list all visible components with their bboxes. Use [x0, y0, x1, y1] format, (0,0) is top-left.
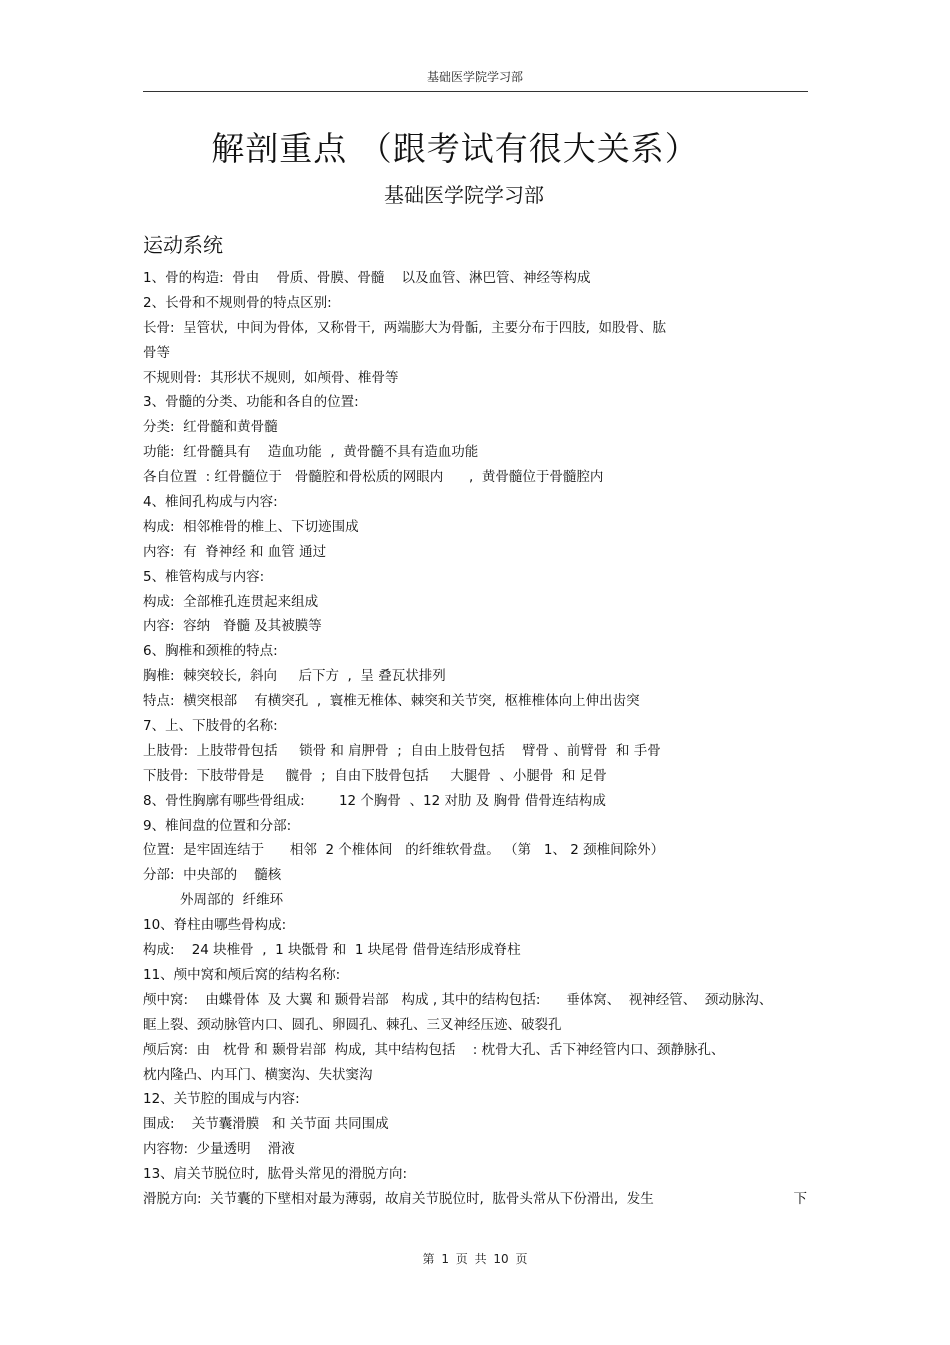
body-text	[143, 266, 813, 1212]
text-line-content: 7、上、下肢骨的名称:	[143, 718, 278, 735]
text-line-content: 分类: 红骨髓和黄骨髓	[143, 419, 278, 436]
text-line-tail: 下	[793, 1190, 807, 1207]
text-line	[143, 614, 813, 639]
text-line-content: 3、骨髓的分类、功能和各自的位置:	[143, 394, 359, 411]
text-line-content: 构成: 相邻椎骨的椎上、下切迹围成	[143, 518, 359, 535]
text-line	[143, 266, 813, 291]
text-line-content: 6、胸椎和颈椎的特点:	[143, 643, 278, 660]
text-line	[143, 291, 813, 316]
text-line	[143, 714, 813, 739]
text-line	[143, 1038, 813, 1063]
text-line	[143, 1063, 813, 1088]
text-line	[143, 639, 813, 664]
text-line-content: 12、关节腔的围成与内容:	[143, 1091, 300, 1108]
text-line-content: 外周部的 纤维环	[180, 892, 284, 909]
text-line	[143, 739, 813, 764]
text-line-content: 枕内隆凸、内耳门、横窦沟、失状窦沟	[143, 1066, 373, 1083]
text-line-content: 内容: 容纳 脊髓 及其被膜等	[143, 618, 322, 635]
text-line-content: 不规则骨: 其形状不规则, 如颅骨、椎骨等	[143, 369, 399, 386]
text-line-content: 2、长骨和不规则骨的特点区别:	[143, 294, 332, 311]
text-line	[143, 814, 813, 839]
text-line	[143, 789, 813, 814]
text-line	[143, 938, 813, 963]
text-line	[143, 764, 813, 789]
text-line-content: 颅中窝: 由蝶骨体 及 大翼 和 颞骨岩部 构成 , 其中的结构包括: 垂体窝、 视神经管、 颈动脉沟、	[143, 991, 773, 1008]
text-line	[143, 540, 813, 565]
text-line-content: 滑脱方向: 关节囊的下壁相对最为薄弱, 故肩关节脱位时, 肱骨头常从下份滑出, 发生	[143, 1190, 654, 1207]
text-line-content: 骨等	[143, 344, 170, 361]
document-title: 解剖重点 （跟考试有很大关系）	[211, 129, 699, 168]
text-line-content: 1、骨的构造: 骨由 骨质、骨膜、骨髓 以及血管、淋巴管、神经等构成	[143, 270, 591, 286]
text-line	[143, 515, 813, 540]
text-line-content: 胸椎: 棘突较长, 斜向 后下方 , 呈 叠瓦状排列	[143, 668, 446, 685]
text-line	[143, 913, 813, 938]
text-line	[143, 689, 813, 714]
text-line-content: 颅后窝: 由 枕骨 和 颞骨岩部 构成, 其中结构包括 : 枕骨大孔、舌下神经管内口、颈静脉孔、	[143, 1041, 725, 1058]
text-line	[143, 1087, 813, 1112]
text-line	[143, 1187, 813, 1212]
text-line	[143, 590, 813, 615]
header-divider	[143, 91, 808, 92]
text-line	[143, 1162, 813, 1187]
text-line	[143, 1137, 813, 1162]
text-line-content: 下肢骨: 下肢带骨是 髋骨 ; 自由下肢骨包括 大腿骨 、小腿骨 和 足骨	[143, 767, 607, 784]
text-line	[143, 888, 813, 913]
text-line-content: 11、颅中窝和颅后窝的结构名称:	[143, 966, 341, 983]
page-footer: 第 1 页 共 10 页	[422, 1252, 528, 1266]
text-line	[143, 988, 813, 1013]
text-line-content: 上肢骨: 上肢带骨包括 锁骨 和 肩胛骨 ; 自由上肢骨包括 臂骨 、前臂骨 和 手骨	[143, 742, 661, 759]
text-line	[143, 1013, 813, 1038]
text-line	[143, 465, 813, 490]
text-line	[143, 963, 813, 988]
text-line	[143, 565, 813, 590]
text-line-content: 10、脊柱由哪些骨构成:	[143, 917, 287, 934]
text-line	[143, 863, 813, 888]
text-line-content: 8、骨性胸廓有哪些骨组成: 12 个胸骨 、12 对肋 及 胸骨 借骨连结构成	[143, 792, 606, 809]
text-line-content: 长骨: 呈管状, 中间为骨体, 又称骨干, 两端膨大为骨骺, 主要分布于四肢, 如股骨、肱	[143, 319, 666, 336]
text-line	[143, 838, 813, 863]
section-heading: 运动系统	[143, 233, 223, 257]
text-line	[143, 415, 813, 440]
text-line	[143, 490, 813, 515]
text-line	[143, 440, 813, 465]
text-line-content: 围成: 关节囊滑膜 和 关节面 共同围成	[143, 1116, 389, 1133]
text-line-content: 9、椎间盘的位置和分部:	[143, 817, 292, 834]
text-line	[143, 341, 813, 366]
text-line	[143, 316, 813, 341]
text-line-content: 位置: 是牢固连结于 相邻 2 个椎体间 的纤维软骨盘。 （第 1、 2 颈椎间除外）	[143, 842, 665, 859]
text-line-content: 功能: 红骨髓具有 造血功能 , 黄骨髓不具有造血功能	[143, 444, 479, 461]
text-line-content: 内容物: 少量透明 滑液	[143, 1141, 295, 1158]
text-line	[143, 366, 813, 391]
text-line-content: 构成: 全部椎孔连贯起来组成	[143, 593, 319, 610]
text-line	[143, 390, 813, 415]
text-line-content: 内容: 有 脊神经 和 血管 通过	[143, 543, 327, 560]
text-line	[143, 1112, 813, 1137]
text-line-content: 构成: 24 块椎骨 , 1 块骶骨 和 1 块尾骨 借骨连结形成脊柱	[143, 942, 521, 959]
text-line-content: 13、肩关节脱位时, 肱骨头常见的滑脱方向:	[143, 1166, 408, 1183]
text-line-content: 4、椎间孔构成与内容:	[143, 494, 278, 511]
page-header: 基础医学院学习部	[426, 70, 523, 84]
text-line-content: 5、椎管构成与内容:	[143, 568, 265, 585]
text-line	[143, 664, 813, 689]
text-line-content: 眶上裂、颈动脉管内口、圆孔、卵圆孔、棘孔、三叉神经压迹、破裂孔	[143, 1016, 562, 1033]
text-line-content: 分部: 中央部的 髓核	[143, 867, 282, 884]
text-line-content: 特点: 横突根部 有横突孔 , 寰椎无椎体、棘突和关节突, 枢椎椎体向上伸出齿突	[143, 693, 640, 710]
document-subtitle: 基础医学院学习部	[384, 183, 544, 207]
text-line-content: 各自位置 : 红骨髓位于 骨髓腔和骨松质的网眼内 , 黄骨髓位于骨髓腔内	[143, 469, 604, 486]
